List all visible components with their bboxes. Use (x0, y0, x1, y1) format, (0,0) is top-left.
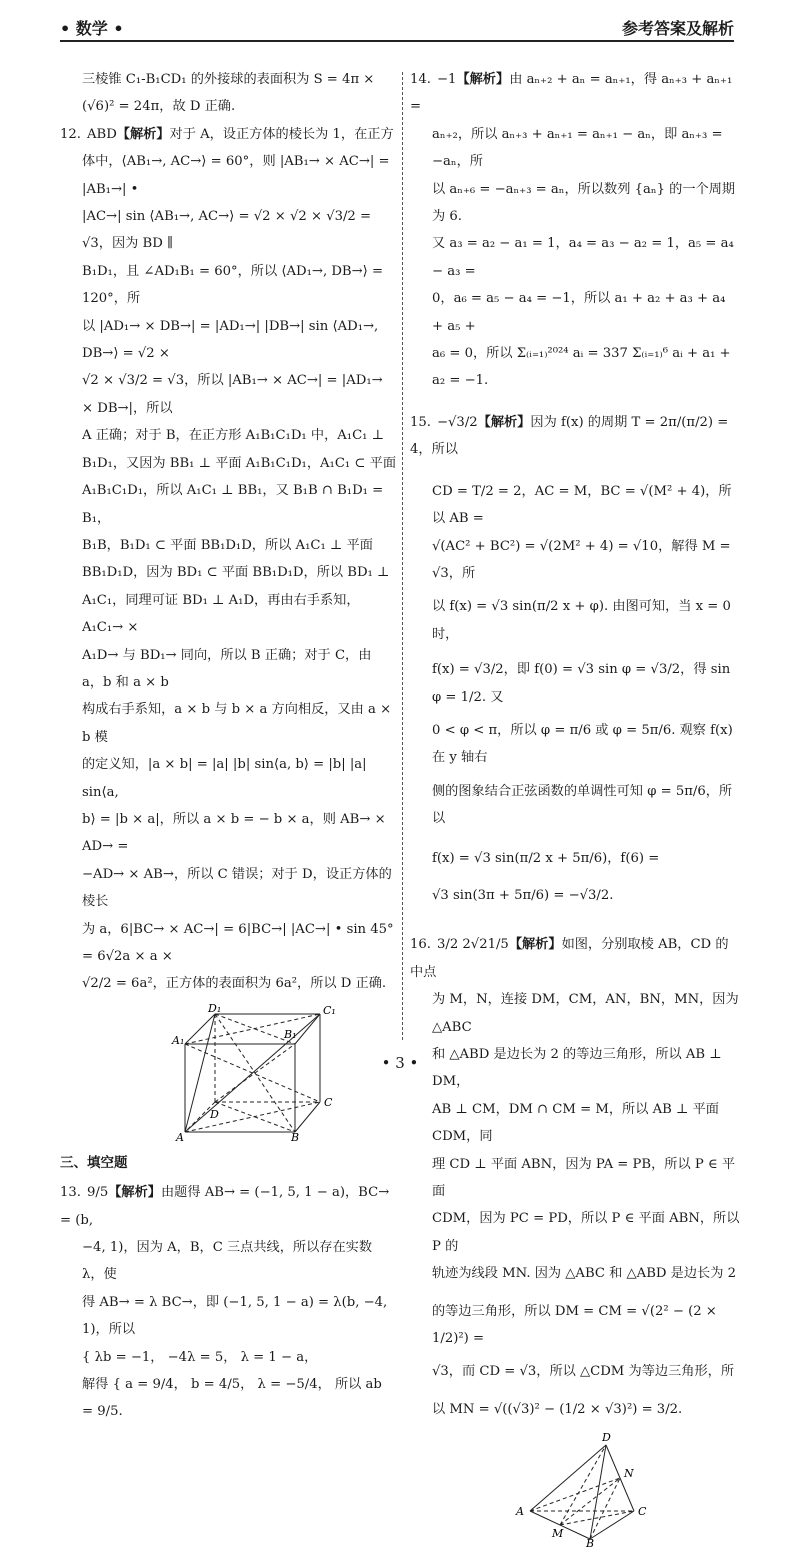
left-column (60, 66, 396, 1426)
q12-line-15: b⟩ = |b × a|，所以 a × b = − b × a，则 AB→ × AD→ = (82, 811, 386, 855)
question-13-number: 13. (60, 1185, 81, 1201)
question-16-number: 16. (410, 937, 431, 953)
q14-line-2: 以 aₙ₊₆ = −aₙ₊₃ = aₙ，所以数列 {aₙ} 的一个周期为 6. (432, 181, 736, 225)
q12-line-18: √2/2 = 6a²，正方体的表面积为 6a²，所以 D 正确. (82, 976, 387, 992)
q14-line-0: 由 aₙ₊₂ + aₙ = aₙ₊₁，得 aₙ₊₃ + aₙ₊₁ = (410, 72, 733, 115)
page-header (60, 14, 734, 42)
label-d: D (602, 1431, 611, 1445)
question-14-number: 14. (410, 72, 431, 87)
q14-line-5: a₆ = 0，所以 Σ₍ᵢ₌₁₎²⁰²⁴ aᵢ = 337 Σ₍ᵢ₌₁₎⁶ aᵢ + a₁ + a₂ = −1. (432, 346, 731, 389)
question-13 (60, 1179, 396, 1426)
label-b1: B₁ (284, 1027, 297, 1041)
q15-line-6: 侧的图象结合正弦函数的单调性可知 φ = 5π/6，所以 (432, 783, 733, 827)
label-a: A (516, 1505, 524, 1519)
question-13-answer: 9/5 (86, 1185, 109, 1201)
q14-line-4: 0，a₆ = a₅ − a₄ = −1，所以 a₁ + a₂ + a₃ + a₄ + a₅ + (432, 291, 726, 334)
page-number: • 3 • (381, 1054, 419, 1072)
q13-line-2: 得 AB→ = λ BC→，即 (−1, 5, 1 − a) = λ(b, −4, 1)，所以 (82, 1294, 388, 1338)
q12-line-10: BB₁D₁D，因为 BD₁ ⊂ 平面 BB₁D₁D，所以 BD₁ ⊥ (82, 565, 390, 581)
q12-line-13: 构成右手系知，a × b 与 b × a 方向相反，又由 a × b 模 (82, 702, 392, 745)
q12-line-9: B₁B，B₁D₁ ⊂ 平面 BB₁D₁D，所以 A₁C₁ ⊥ 平面 (82, 537, 373, 553)
question-13-tag: 【解析】 (108, 1185, 161, 1201)
q13-line-0: 由题得 AB→ = (−1, 5, 1 − a)，BC→ = (b, (60, 1185, 390, 1228)
tetrahedron-figure (510, 1431, 660, 1547)
q12-line-6: A 正确；对于 B，在正方形 A₁B₁C₁D₁ 中，A₁C₁ ⊥ (82, 428, 385, 444)
question-16-answer: 3/2 2√21/5 (436, 937, 509, 953)
question-12-answer: ABD (86, 126, 117, 142)
q14-line-3: 又 a₃ = a₂ − a₁ = 1，a₄ = a₃ − a₂ = 1，a₅ = a₄ − a₃ = (432, 236, 734, 279)
question-14-tag: 【解析】 (456, 72, 510, 87)
question-12 (60, 121, 396, 998)
q16-line-1: 为 M，N，连接 DM，CM，AN，BN，MN，因为 △ABC (432, 992, 739, 1035)
label-n: N (624, 1467, 634, 1481)
question-15-answer: −√3/2 (436, 414, 478, 430)
label-d: D (210, 1107, 219, 1121)
q12-line-14: 的定义知，|a × b| = |a| |b| sin⟨a, b⟩ = |b| |a| sin⟨a, (82, 757, 367, 800)
q15-line-2: √(AC² + BC²) = √(2M² + 4) = √10，解得 M = √3，所 (432, 538, 731, 581)
q16-line-7: 的等边三角形，所以 DM = CM = √(2² − (2 × 1/2)²) = (432, 1303, 717, 1347)
label-b: B (291, 1130, 300, 1142)
question-15-number: 15. (410, 414, 431, 430)
q15-line-0: 因为 f(x) 的周期 T = 2π/(π/2) = 4，所以 (410, 414, 729, 458)
q15-line-5: 0 < φ < π，所以 φ = π/6 或 φ = 5π/6. 观察 f(x) 在 y 轴右 (432, 722, 733, 766)
label-m: M (552, 1527, 564, 1541)
question-16-tag: 【解析】 (508, 937, 562, 953)
q16-line-3: AB ⊥ CM，DM ∩ CM = M，所以 AB ⊥ 平面 CDM，同 (432, 1101, 719, 1145)
q12-line-12: A₁D→ 与 BD₁→ 同向，所以 B 正确；对于 C，由 a，b 和 a × b (82, 647, 372, 690)
question-12-tag: 【解析】 (116, 126, 170, 142)
label-a1: A₁ (172, 1033, 185, 1047)
section-fill-in-heading: 三、填空题 (60, 1154, 128, 1171)
q12-line-4: 以 |AD₁→ × DB→| = |AD₁→| |DB→| sin ⟨AD₁→, DB→⟩ = √2 × (82, 318, 379, 362)
label-b: B (586, 1537, 595, 1547)
label-a: A (176, 1130, 184, 1142)
q12-line-7: B₁D₁，又因为 BB₁ ⊥ 平面 A₁B₁C₁D₁，A₁C₁ ⊂ 平面 (82, 455, 397, 471)
q16-line-8: √3，而 CD = √3，所以 △CDM 为等边三角形，所 (432, 1364, 735, 1380)
q15-line-8: √3 sin(3π + 5π/6) = −√3/2. (432, 887, 614, 903)
question-15 (410, 409, 740, 910)
question-12-number: 12. (60, 126, 81, 142)
q16-line-6: 轨迹为线段 MN. 因为 △ABC 和 △ABD 是边长为 2 (432, 1266, 736, 1282)
question-16 (410, 931, 740, 1423)
q12-line-8: A₁B₁C₁D₁，所以 A₁C₁ ⊥ BB₁，又 B₁B ∩ B₁D₁ = B₁， (82, 483, 384, 526)
q12-line-0: 对于 A，设正方体的棱长为 1，在正方 (169, 126, 394, 142)
q16-line-0: 如图，分别取棱 AB，CD 的中点 (410, 937, 729, 980)
cube-figure (170, 1004, 350, 1142)
q12-line-11: A₁C₁，同理可证 BD₁ ⊥ A₁D，再由右手系知，A₁C₁→ × (82, 592, 360, 636)
q12-line-16: −AD→ × AB→，所以 C 错误；对于 D，设正方体的棱长 (82, 866, 392, 910)
q16-line-4: 理 CD ⊥ 平面 ABN，因为 PA = PB，所以 P ∈ 平面 (432, 1156, 736, 1200)
right-column (410, 66, 740, 1547)
label-d1: D₁ (208, 1003, 222, 1015)
q15-line-1: CD = T/2 = 2，AC = M，BC = √(M² + 4)，所以 AB = (432, 483, 732, 527)
q16-line-5: CDM，因为 PC = PD，所以 P ∈ 平面 ABN，所以 P 的 (432, 1211, 740, 1254)
q13-line-1: −4, 1)，因为 A，B，C 三点共线，所以存在实数 λ，使 (82, 1240, 373, 1283)
header-title: 参考答案及解析 (621, 19, 734, 38)
q16-line-2: 和 △ABD 是边长为 2 的等边三角形，所以 AB ⊥ DM， (432, 1047, 722, 1090)
q12-line-2: |AC→| sin ⟨AB₁→, AC→⟩ = √2 × √2 × √3/2 = √3，因为 BD ∥ (82, 209, 372, 252)
question-14-answer: −1 (436, 72, 457, 87)
q16-line-9: 以 MN = √((√3)² − (1/2 × √3)²) = 3/2. (432, 1401, 683, 1417)
q13-line-3: { λb = −1， −4λ = 5， λ = 1 − a， (82, 1349, 318, 1365)
q12-line-17: 为 a，6|BC→ × AC→| = 6|BC→| |AC→| • sin 45° = 6√2a × a × (82, 921, 394, 964)
continued-line-1: 三棱锥 C₁-B₁CD₁ 的外接球的表面积为 S = 4π × (82, 72, 375, 87)
q13-line-4: 解得 { a = 9/4， b = 4/5， λ = −5/4， 所以 ab = 9/5. (82, 1377, 382, 1420)
label-c: C (638, 1505, 647, 1519)
q15-line-3: 以 f(x) = √3 sin(π/2 x + φ). 由图可知，当 x = 0 时， (432, 599, 731, 642)
q15-line-7: f(x) = √3 sin(π/2 x + 5π/6)，f(6) = (432, 850, 660, 866)
q12-line-3: B₁D₁，且 ∠AD₁B₁ = 60°，所以 ⟨AD₁→, DB→⟩ = 120°，所 (82, 263, 384, 307)
label-c1: C₁ (323, 1003, 336, 1017)
q15-line-4: f(x) = √3/2，即 f(0) = √3 sin φ = √3/2，得 sin φ = 1/2. 又 (432, 662, 731, 705)
label-c: C (324, 1095, 333, 1109)
column-divider (402, 72, 403, 1040)
question-15-tag: 【解析】 (477, 414, 531, 430)
question-14 (410, 66, 740, 395)
continued-line-2: (√6)² = 24π，故 D 正确. (82, 99, 236, 115)
q12-line-1: 体中，⟨AB₁→, AC→⟩ = 60°，则 |AB₁→ × AC→| = |AB₁→| • (82, 154, 390, 197)
subject-label: • 数学 • (60, 19, 124, 38)
q12-line-5: √2 × √3/2 = √3，所以 |AB₁→ × AC→| = |AD₁→ × DB→|，所以 (82, 373, 383, 416)
q14-line-1: aₙ₊₂，所以 aₙ₊₃ + aₙ₊₁ = aₙ₊₁ − aₙ，即 aₙ₊₃ = −aₙ，所 (432, 126, 723, 170)
